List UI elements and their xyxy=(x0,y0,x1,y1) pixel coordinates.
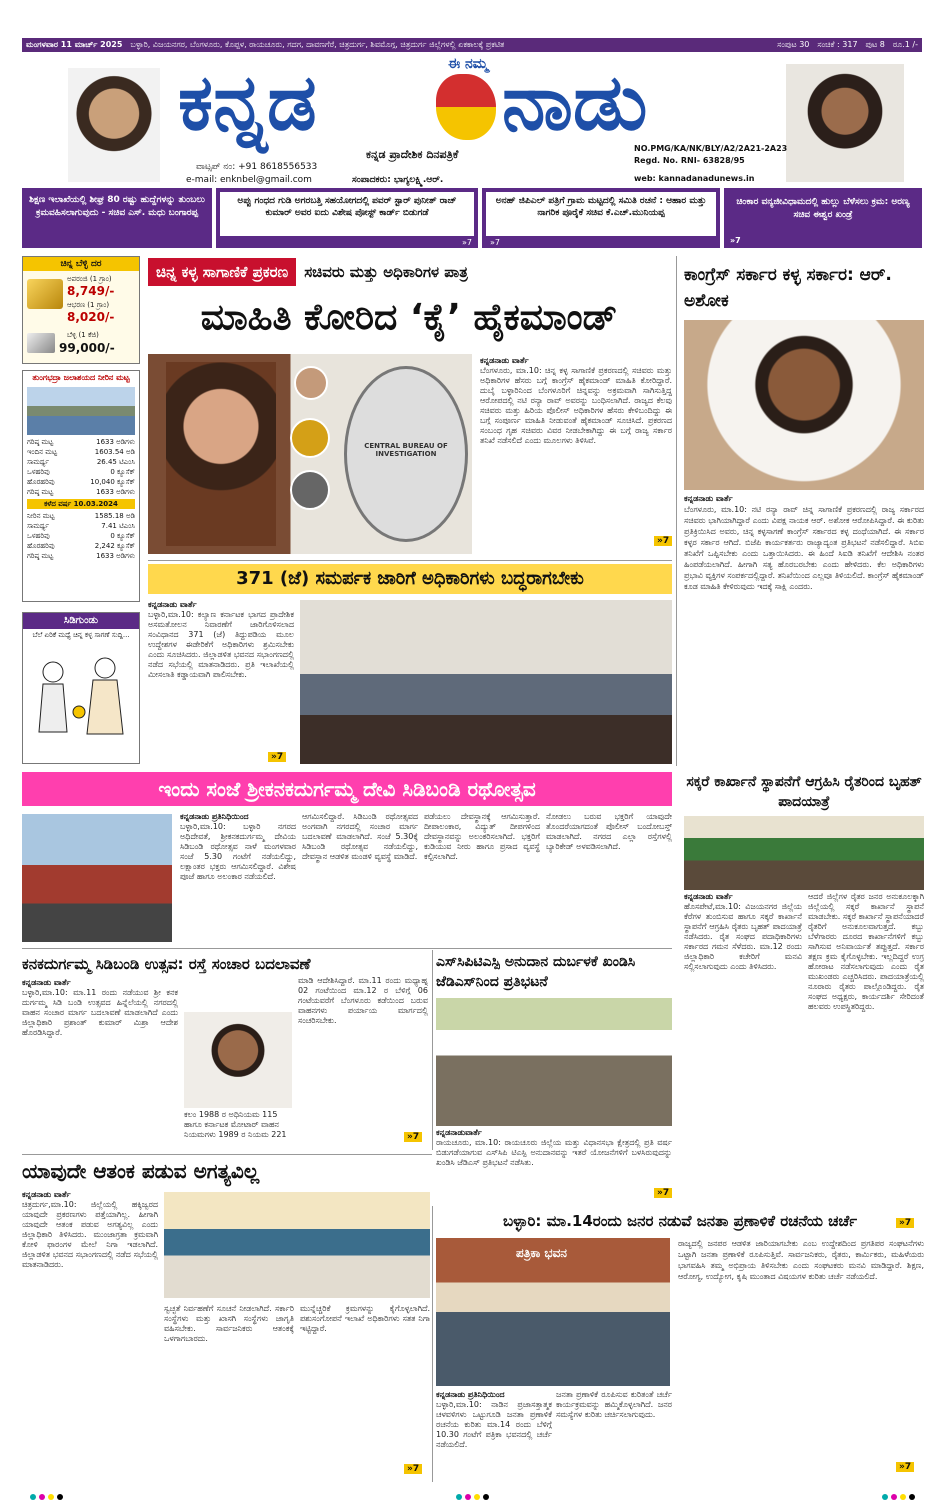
temple-photo xyxy=(22,814,172,942)
teaser-1[interactable] xyxy=(216,188,478,248)
no-worry-more[interactable]: »7 xyxy=(404,1464,422,1474)
teaser-3[interactable] xyxy=(724,188,922,248)
teaser-2-text: ಅನಹ್ ಜಿಪಿಎಲ್ ಪತ್ರಿಗೆ ಗ್ರಾಮ ಮಟ್ಟದಲ್ಲಿ ಸಮಿತಿ ರಚನೆ : ಆಹಾರ ಮತ್ತು ನಾಗರಿಕ ಪೂರೈಕೆ ಸಚಿವ ಕೆ.ಎಚ್.ಮುನಿಯಪ್ಪ xyxy=(486,192,716,236)
ashoka-article xyxy=(684,494,924,764)
protest-body: ರಾಯಚೂರು, ಮಾ.10: ರಾಯಚೂರು ಜಿಲ್ಲೆಯ ಮತ್ತು ವಿಧಾನಸಭಾ ಕ್ಷೇತ್ರದಲ್ಲಿ ಪ್ರತಿ ವರ್ಷ ಬಿಡುಗಡೆಯಾಗುವ ಎಸ್‌ಸಿಪಿ ಟಿಎಸ್ಪಿ ಅನುದಾನವನ್ನು ಇತರೆ ಯೋಜನೆಗಳಿಗೆ ಬಳಸಿರುವುದನ್ನು ಖಂಡಿಸಿ ಜೆಡಿಎಸ್ ಪ್ರತಿಭಟನೆ ನಡೆಸಿತು. xyxy=(436,1138,672,1167)
teaser-1-more: »7 xyxy=(462,238,472,247)
rathotsava-col2: ಆಗಮಿಸಲಿದ್ದಾರೆ. ಸಿಡಿಬಂಡಿ ರಥೋತ್ಸವದ ಅಂಗವಾಗಿ ನಗರದಲ್ಲಿ ಸಂಚಾರ ಮಾರ್ಗ ಬದಲಾವಣೆ ಮಾಡಲಾಗಿದೆ. ಸಂಜೆ 5.30ಕ್ಕೆ ಸಿಡಿಬಂಡಿ ರಥೋತ್ಸವ ನಡೆಯಲಿದ್ದು, ದೇವಸ್ಥಾನ ಆಡಳಿತ ಮಂಡಳಿ ವ್ಯವಸ್ಥೆ ಮಾಡಿದೆ. xyxy=(302,812,418,861)
art371-headline: 371 (ಜೆ) ಸಮರ್ಪಕ ಜಾರಿಗೆ ಅಧಿಕಾರಿಗಳು ಬದ್ಧರಾಗಬೇಕು xyxy=(148,564,672,594)
teaser-2-more: »7 xyxy=(490,238,500,247)
gold-rate-box xyxy=(22,256,140,364)
price: ರೂ.1 /- xyxy=(892,40,918,49)
traffic-photo xyxy=(184,1012,292,1108)
silver-label: ಬೆಳ್ಳಿ (1 ಕೆಜಿ) xyxy=(67,331,99,339)
traffic-body: ಬಳ್ಳಾರಿ,ಮಾ.10: ಮಾ.11 ರಂದು ನಡೆಯುವ ಶ್ರೀ ಕನಕ ದುರ್ಗಮ್ಮ ಸಿಡಿ ಬಂಡಿ ಉತ್ಸವದ ಹಿನ್ನೆಲೆಯಲ್ಲಿ ನಗರದಲ್ಲಿ ವಾಹನ ಸಂಚಾರ ಮಾರ್ಗ ಬದಲಾವಣೆ ಮಾಡಲಾಗಿದೆ ಎಂದು ಜಿಲ್ಲಾಧಿಕಾರಿ ಪ್ರಶಾಂತ್ ಕುಮಾರ್ ಮಿಶ್ರಾ ಆದೇಶ ಹೊರಡಿಸಿದ್ದಾರೆ. xyxy=(22,988,178,1037)
gold-22-label: ಆಭರಣ (1 ಗ್ರಾಂ) xyxy=(67,301,110,309)
janata-headline: ಬಳ್ಳಾರಿ: ಮಾ.14ರಂದು ಜನರ ನಡುವೆ ಜನತಾ ಪ್ರಣಾಳಿಕೆ ರಚನೆಯ ಚರ್ಚೆ xyxy=(502,1212,858,1230)
inset-portrait xyxy=(294,366,328,400)
teaser-3-text: ಚಿಂಕಾರ ವನ್ಯಜೀವಿಧಾಮದಲ್ಲಿ ಹುಲ್ಲು ಬೆಳೆಸಲು ಕ್ರಮ: ಅರಣ್ಯ ಸಚಿವ ಈಶ್ವರ ಖಂಡ್ರೆ xyxy=(736,197,910,220)
teaser-0[interactable] xyxy=(22,188,212,248)
handcuffs-inset xyxy=(290,470,330,510)
ashoka-photo xyxy=(684,320,924,490)
janata-body: ಬಳ್ಳಾರಿ,ಮಾ.10: ನಾಡಿನ ಪ್ರಜಾಸತ್ತಾತ್ಮಕ ಚಳವಳಿಗಳು ಒಟ್ಟುಗೂಡಿ ಜನತಾ ಪ್ರಣಾಳಿಕೆ ರಚನೆಯ ಕುರಿತು ಮಾ.14 ರಂದು ಬೆಳಿಗ್ಗೆ 10.30 ಗಂಟೆಗೆ ಪತ್ರಿಕಾ ಭವನದಲ್ಲಿ ಚರ್ಚೆ ನಡೆಯಲಿದೆ. xyxy=(436,1400,552,1449)
cartoon-drawing xyxy=(23,642,139,746)
ashoka-body: ಬೆಂಗಳೂರು, ಮಾ.10: ನಟಿ ರನ್ಯಾ ರಾವ್ ಚಿನ್ನ ಸಾಗಾಣಿಕೆ ಪ್ರಕರಣದಲ್ಲಿ ರಾಜ್ಯ ಸರ್ಕಾರದ ಸಚಿವರು ಭಾಗಿಯಾಗಿದ್ದಾರೆ ಎಂದು ವಿಪಕ್ಷ ನಾಯಕ ಆರ್. ಅಶೋಕ ಆರೋಪಿಸಿದ್ದಾರೆ. ಈ ಕುರಿತು ಪ್ರತಿಕ್ರಿಯಿಸಿದ ಅವರು, ಚಿನ್ನ ಕಳ್ಳಸಾಗಣೆ ಕಾಂಗ್ರೆಸ್ ಸರ್ಕಾರದ ಕಳ್ಳ ದಂಧೆಯಾಗಿದೆ. ಈ ಸರ್ಕಾರ ಕಳ್ಳರ ಸರ್ಕಾರ ಆಗಿದೆ. ಬಿಜೆಪಿ ಕಾರ್ಯಕರ್ತರು ರಾಜ್ಯಾದ್ಯಂತ ಪ್ರತಿಭಟನೆ ನಡೆಸಲಿದ್ದಾರೆ. ಸಿಬಿಐ ತನಿಖೆಗೆ ಒಪ್ಪಿಸಬೇಕು ಎಂದು ಒತ್ತಾಯಿಸಿದರು. ಈ ಹಿಂದೆ ಸಿಐಡಿ ತನಿಖೆಗೆ ಆದೇಶಿಸಿ ನಂತರ ಹಿಂಪಡೆಯಲಾಗಿದೆ. ಹೀಗಾಗಿ ಸತ್ಯ ಹೊರಬರಬೇಕು ಎಂದು ಹೇಳಿದರು. ಕೆಲ ಅಧಿಕಾರಿಗಳು ಪ್ರಭಾವಿ ವ್ಯಕ್ತಿಗಳ ಸಂಪರ್ಕದಲ್ಲಿದ್ದಾರೆ. ತನಿಖೆಯಿಂದ ಎಲ್ಲವೂ ತಿಳಿಯಲಿದೆ. ಕಾಂಗ್ರೆಸ್ ಹೈಕಮಾಂಡ್ ಕೂಡ ಮಾಹಿತಿ ಕೇಳಿರುವುದು ಇದಕ್ಕೆ ಸಾಕ್ಷಿ ಎಂದರು. xyxy=(684,505,924,591)
protest-article xyxy=(436,1128,672,1202)
traffic-headline: ಕನಕದುರ್ಗಮ್ಮ ಸಿಡಿಬಂಡಿ ಉತ್ಸವ: ರಸ್ತೆ ಸಂಚಾರ ಬದಲಾವಣೆ xyxy=(22,955,311,973)
protest-byline: ಕನ್ನಡನಾಡುವಾರ್ತೆ xyxy=(436,1128,482,1137)
dam-row: ಒಳಹರಿವು 0 ಕ್ಯೂಸೆಕ್ xyxy=(27,532,135,540)
dam-last-year: ಕಳೆದ ವರ್ಷ 10.03.2024 xyxy=(27,499,135,509)
art371-byline: ಕನ್ನಡನಾಡು ವಾರ್ತೆ xyxy=(148,600,197,609)
dam-photo xyxy=(27,387,135,435)
traffic-caption: ಕಲಂ 1988 ರ ಅಧಿನಿಯಮ 115 ಹಾಗೂ ಕರ್ನಾಟಕ ಮೋಟಾರ್ ವಾಹನ ನಿಯಮಗಳು 1989 ರ ನಿಯಮ 221 xyxy=(184,1110,287,1139)
edition-cities: ಬಳ್ಳಾರಿ, ವಿಜಯನಗರ, ಬೆಂಗಳೂರು, ಕೊಪ್ಪಳ, ರಾಯಚೂರು, ಗದಗ, ದಾವಣಗೆರೆ, ಚಿತ್ರದುರ್ಗ, ಶಿವಮೊಗ್ಗ, ಚಿತ್ರದುರ್ಗ ಜಿಲ್ಲೆಗಳಲ್ಲಿ ಏಕಕಾಲಕ್ಕೆ ಪ್ರಕಟಿತ xyxy=(130,40,505,49)
cbi-emblem-text: CENTRAL BUREAU OF INVESTIGATION xyxy=(364,442,448,458)
masthead-title-left: ಕನ್ನಡ xyxy=(178,58,317,148)
ashoka-byline: ಕನ್ನಡನಾಡು ವಾರ್ತೆ xyxy=(684,494,733,503)
protest-more[interactable]: »7 xyxy=(654,1188,672,1198)
issue-date: ಮಂಗಳವಾರ 11 ಮಾರ್ಚ್ 2025 xyxy=(26,40,123,49)
dam-title: ತುಂಗಭದ್ರಾ ಜಲಾಶಯದ ನೀರಿನ ಮಟ್ಟ xyxy=(32,373,130,382)
traffic-byline: ಕನ್ನಡನಾಡು ವಾರ್ತೆ xyxy=(22,978,71,987)
dam-row: ಗರಿಷ್ಠ ಮಟ್ಟ 1633 ಅಡಿಗಳು xyxy=(27,438,135,446)
rathotsava-col3: ಪಡೆಯಲು ದೇವಸ್ಥಾನಕ್ಕೆ ಆಗಮಿಸುತ್ತಾರೆ. ದೀಪಾಲಂಕಾರ, ವಿದ್ಯುತ್ ದೀಪಗಳಿಂದ ದೇವಸ್ಥಾನವನ್ನು ಅಲಂಕರಿಸಲಾಗಿದೆ. ಭಕ್ತರಿಗೆ ಕುಡಿಯುವ ನೀರು ಹಾಗೂ ಪ್ರಸಾದ ವ್ಯವಸ್ಥೆ ಕಲ್ಪಿಸಲಾಗಿದೆ. xyxy=(424,812,540,861)
masthead-tagline: ಈ ನಮ್ಮ xyxy=(448,56,489,72)
ashoka-headline: ಕಾಂಗ್ರೆಸ್ ಸರ್ಕಾರ ಕಳ್ಳ ಸರ್ಕಾರ: ಆರ್. ಅಶೋಕ xyxy=(684,265,892,311)
right-portrait xyxy=(786,64,904,182)
no-worry-body2: ಸ್ವಚ್ಛತೆ ನಿರ್ವಹಣೆಗೆ ಸೂಚನೆ ನೀಡಲಾಗಿದೆ. ಸರ್ಕಾರಿ ಸಂಸ್ಥೆಗಳು ಮತ್ತು ಖಾಸಗಿ ಸಂಸ್ಥೆಗಳು ಜಾಗೃತಿ ವಹಿಸಬೇಕು. ಸಾರ್ವಜನಿಕರು ಆತಂಕಕ್ಕೆ ಒಳಗಾಗಬಾರದು. xyxy=(164,1304,294,1343)
masthead-editor: ಸಂಪಾದಕರು: ಭಾಗ್ಯಲಕ್ಷ್ಮಿ.ಆರ್. xyxy=(352,175,444,185)
karnataka-map-emblem xyxy=(436,74,496,140)
teaser-2[interactable] xyxy=(482,188,720,248)
art371-more[interactable]: »7 xyxy=(268,752,286,762)
no-worry-headline: ಯಾವುದೇ ಆತಂಕ ಪಡುವ ಅಗತ್ಯವಿಲ್ಲ xyxy=(22,1159,260,1183)
cartoon-box xyxy=(22,612,140,764)
no-worry-article xyxy=(22,1190,158,1480)
no-worry-body: ಚಿತ್ರದುರ್ಗ,ಮಾ.10: ಜಿಲ್ಲೆಯಲ್ಲಿ ಹಕ್ಕಿಜ್ವರದ ಯಾವುದೇ ಪ್ರಕರಣಗಳು ಪತ್ತೆಯಾಗಿಲ್ಲ. ಹೀಗಾಗಿ ಯಾವುದೇ ಆತಂಕ ಪಡುವ ಅಗತ್ಯವಿಲ್ಲ ಎಂದು ಜಿಲ್ಲಾಧಿಕಾರಿ ತಿಳಿಸಿದರು. ಮುಂಜಾಗ್ರತಾ ಕ್ರಮವಾಗಿ ಕೋಳಿ ಫಾರಂಗಳ ಮೇಲೆ ನಿಗಾ ಇಡಲಾಗಿದೆ. ಜಿಲ್ಲಾಡಳಿತ ಭವನದ ಸಭಾಂಗಣದಲ್ಲಿ ನಡೆದ ಸಭೆಯಲ್ಲಿ ಮಾತನಾಡಿದರು. xyxy=(22,1200,158,1269)
padayatra-headline: ಸಕ್ಕರೆ ಕಾರ್ಖಾನೆ ಸ್ಥಾಪನೆಗೆ ಆಗ್ರಹಿಸಿ ರೈತರಿಂದ ಬೃಹತ್ ಪಾದಯಾತ್ರೆ xyxy=(686,774,922,810)
masthead-web: web: kannadanadunews.in xyxy=(634,174,755,183)
dam-row: ಹೊರಹರಿವು 2,242 ಕ್ಯೂಸೆಕ್ xyxy=(27,542,135,550)
masthead-whatsapp: ವಾಟ್ಸಪ್ ನಂ: +91 8618556533 xyxy=(196,162,318,172)
janata-byline: ಕನ್ನಡನಾಡು ಪ್ರತಿನಿಧಿಯಿಂದ xyxy=(436,1390,505,1399)
masthead-subtitle: ಕನ್ನಡ ಪ್ರಾದೇಶಿಕ ದಿನಪತ್ರಿಕೆ xyxy=(366,148,459,161)
janata-body2: ಜನತಾ ಪ್ರಣಾಳಿಕೆ ರೂಪಿಸುವ ಕುರಿತಂತೆ ಚರ್ಚೆ ಕಾರ್ಯಕ್ರಮವನ್ನು ಹಮ್ಮಿಕೊಳ್ಳಲಾಗಿದೆ. ಜನರ ಸಮಸ್ಯೆಗಳ ಕುರಿತು ಚರ್ಚಿಸಲಾಗುವುದು. xyxy=(556,1390,672,1419)
lead-kicker xyxy=(148,258,670,286)
rathotsava-byline: ಕನ್ನಡನಾಡು ಪ್ರತಿನಿಧಿಯಿಂದ xyxy=(180,812,249,821)
art371-photo xyxy=(300,600,672,764)
dam-row: ಗರಿಷ್ಠ ಮಟ್ಟ 1633 ಅಡಿಗಳು xyxy=(27,488,135,496)
lead-headline: ಮಾಹಿತಿ ಕೋರಿದ ‘ಕೈ’ ಹೈಕಮಾಂಡ್ xyxy=(200,297,618,338)
dam-table xyxy=(23,437,139,561)
protest-headline: ಎಸ್‌ಸಿಪಿಟಿಎಸ್ಪಿ ಅನುದಾನ ದುರ್ಬಳಕೆ ಖಂಡಿಸಿ ಜೆಡಿಎಸ್‌ನಿಂದ ಪ್ರತಿಭಟನೆ xyxy=(436,954,636,990)
left-portrait xyxy=(68,68,160,182)
lead-body: ಬೆಂಗಳೂರು, ಮಾ.10: ಚಿನ್ನ ಕಳ್ಳ ಸಾಗಾಣಿಕೆ ಪ್ರಕರಣದಲ್ಲಿ ಸಚಿವರು ಮತ್ತು ಅಧಿಕಾರಿಗಳ ಹೆಸರು ಬಗ್ಗೆ ಕಾಂಗ್ರೆಸ್ ಹೈಕಮಾಂಡ್ ಮಾಹಿತಿ ಕೋರಿದ್ದಾರೆ. ದುಬೈ ಬಳ್ಳಾರಿನಿಂದ ಬೆಂಗಳೂರಿಗೆ ಚಿನ್ನವನ್ನು ಅಕ್ರಮವಾಗಿ ಸಾಗಿಸುತ್ತಿದ್ದ ಆರೋಪದಲ್ಲಿ ನಟಿ ರನ್ಯಾ ರಾವ್ ಅವರನ್ನು ಬಂಧಿಸಲಾಗಿದೆ. ರಾಜ್ಯದ ಕೆಲವು ಸಚಿವರು ಮತ್ತು ಹಿರಿಯ ಪೊಲೀಸ್ ಅಧಿಕಾರಿಗಳ ಹೆಸರು ಕೇಳಿಬಂದಿದ್ದು ಈ ಬಗ್ಗೆ ಸಂಪೂರ್ಣ ಮಾಹಿತಿ ನೀಡುವಂತೆ ಹೈಕಮಾಂಡ್ ಸೂಚಿಸಿದೆ. ಪ್ರಕರಣದ ಸಂಬಂಧ ಗೃಹ ಸಚಿವರು ವಿವರ ನೀಡಬೇಕಾಗಿದ್ದು ಈ ಬಗ್ಗೆ ರಾಜ್ಯ ಸರ್ಕಾರ ತನಿಖೆ ನಡೆಸಲಿದೆ ಎಂದು ಮೂಲಗಳು ತಿಳಿಸಿವೆ. xyxy=(480,366,672,445)
padayatra-article xyxy=(684,892,802,1230)
top-bar xyxy=(22,38,922,52)
teaser-3-more: »7 xyxy=(730,236,741,245)
cartoon-caption: ಬೆಲೆ ಏರಿಕೆ ಮಧ್ಯೆ ಚಿನ್ನ ಕಳ್ಳ ಸಾಗಣೆ ಸುದ್ದಿ... xyxy=(32,631,130,639)
traffic-more[interactable]: »7 xyxy=(404,1132,422,1142)
page-count: ಪುಟ 8 xyxy=(865,40,885,49)
actress-portrait xyxy=(166,362,276,546)
dam-row: ನೀರಿನ ಮಟ್ಟ 1585.18 ಅಡಿ xyxy=(27,512,135,520)
protest-photo xyxy=(436,998,672,1126)
janata-right: ರಾಜ್ಯದಲ್ಲಿ ಜನಪರ ಆಡಳಿತ ಜಾರಿಯಾಗಬೇಕು ಎಂಬ ಉದ್ದೇಶದಿಂದ ಪ್ರಗತಿಪರ ಸಂಘಟನೆಗಳು ಒಟ್ಟಾಗಿ ಜನತಾ ಪ್ರಣಾಳಿಕೆ ರೂಪಿಸುತ್ತಿವೆ. ಸಾರ್ವಜನಿಕರು, ರೈತರು, ಕಾರ್ಮಿಕರು, ಮಹಿಳೆಯರು ಭಾಗವಹಿಸಿ ತಮ್ಮ ಅಭಿಪ್ರಾಯ ತಿಳಿಸಬೇಕು ಎಂದು ಸಂಘಟಕರು ಮನವಿ ಮಾಡಿದ್ದಾರೆ. ಶಿಕ್ಷಣ, ಆರೋಗ್ಯ, ಉದ್ಯೋಗ, ಕೃಷಿ ಮುಂತಾದ ವಿಷಯಗಳ ಕುರಿತು ಚರ್ಚೆ ನಡೆಯಲಿದೆ. xyxy=(678,1239,924,1281)
janata-article xyxy=(436,1390,552,1480)
gold-24-value: 8,749/- xyxy=(67,284,115,298)
padayatra-body-cont: ಆದರೆ ಜಿಲ್ಲೆಗಳ ರೈತರ ಜನರ ಅನುಕೂಲಕ್ಕಾಗಿ ಜಿಲ್ಲೆಯಲ್ಲಿ ಸಕ್ಕರೆ ಕಾರ್ಖಾನೆ ಸ್ಥಾಪನೆ ಮಾಡಬೇಕು. ಸಕ್ಕರೆ ಕಾರ್ಖಾನೆ ಸ್ಥಾಪನೆಯಾದರೆ ರೈತರಿಗೆ ಅನುಕೂಲವಾಗುತ್ತದೆ. ಕಬ್ಬು ಬೆಳೆಗಾರರು ದೂರದ ಕಾರ್ಖಾನೆಗಳಿಗೆ ಕಬ್ಬು ಸಾಗಿಸುವ ಅನಿವಾರ್ಯತೆ ತಪ್ಪುತ್ತದೆ. ಸರ್ಕಾರ ತಕ್ಷಣ ಕ್ರಮ ಕೈಗೊಳ್ಳಬೇಕು. ಇಲ್ಲದಿದ್ದರೆ ಉಗ್ರ ಹೋರಾಟ ನಡೆಸಲಾಗುವುದು ಎಂದು ರೈತ ಮುಖಂಡರು ಎಚ್ಚರಿಸಿದರು. ಪಾದಯಾತ್ರೆಯಲ್ಲಿ ನೂರಾರು ರೈತರು ಪಾಲ್ಗೊಂಡಿದ್ದರು. ರೈತ ಸಂಘದ ಅಧ್ಯಕ್ಷರು, ಕಾರ್ಯದರ್ಶಿ ಸೇರಿದಂತೆ ಹಲವರು ಉಪಸ್ಥಿತರಿದ್ದರು. xyxy=(808,892,924,1011)
art371-article xyxy=(148,600,294,764)
traffic-article xyxy=(22,978,178,1148)
lead-kicker-label: ಚಿನ್ನ ಕಳ್ಳ ಸಾಗಾಣಿಕೆ ಪ್ರಕರಣ xyxy=(148,258,296,286)
dam-row: ಸಾಮರ್ಥ್ಯ 26.45 ಟಿಎಂಸಿ xyxy=(27,458,135,466)
gold-24-label: ಅಪರಂಜಿ (1 ಗ್ರಾಂ) xyxy=(67,275,112,283)
padayatra-photo xyxy=(684,816,924,890)
lead-more[interactable]: »7 xyxy=(654,536,672,546)
lead-byline: ಕನ್ನಡನಾಡು ವಾರ್ತೆ xyxy=(480,356,529,365)
gold-22-value: 8,020/- xyxy=(67,310,115,324)
teaser-1-text: ಅಪ್ಪು ಗಂಧದ ಗುಡಿ ಅಗರಬತ್ತಿ ಸಹಯೋಗದಲ್ಲಿ ಪವರ್ ಸ್ಟಾರ್ ಪುನೀತ್ ರಾಜ್ ಕುಮಾರ್ ಅವರ ಐದು ವಿಶೇಷ ಪೋಸ್ಟ್ ಕಾರ್ಡ್ ಬಿಡುಗಡೆ xyxy=(220,192,474,236)
silver-value: 99,000/- xyxy=(59,341,115,355)
teaser-0-text: ಶಿಕ್ಷಣ ಇಲಾಖೆಯಲ್ಲಿ ಶೀಘ್ರ 80 ರಷ್ಟು ಹುದ್ದೆಗಳನ್ನು ತುಂಬಲು ಕ್ರಮವಹಿಸಲಾಗುವುದು - ಸಚಿವ ಎಸ್. ಮಧು ಬಂಗಾರಪ್ಪ xyxy=(29,195,205,218)
masthead-title-right: ನಾಡು xyxy=(502,58,648,148)
silver-icon xyxy=(27,333,55,353)
janata-photo xyxy=(436,1238,670,1386)
dam-row: ಹೊರಹರಿವು 10,040 ಕ್ಯೂಸೆಕ್ xyxy=(27,478,135,486)
gold-bars-inset xyxy=(290,418,330,458)
dam-row: ಇಂದಿನ ಮಟ್ಟ 1603.54 ಅಡಿ xyxy=(27,448,135,456)
no-worry-body3: ಮುನ್ನೆಚ್ಚರಿಕೆ ಕ್ರಮಗಳನ್ನು ಕೈಗೊಳ್ಳಲಾಗಿದೆ. ಪಶುಸಂಗೋಪನೆ ಇಲಾಖೆ ಅಧಿಕಾರಿಗಳು ಸತತ ನಿಗಾ ಇಟ್ಟಿದ್ದಾರೆ. xyxy=(300,1304,430,1333)
rathotsava-col1: ಬಳ್ಳಾರಿ,ಮಾ.10: ಬಳ್ಳಾರಿ ನಗರದ ಅಧಿದೇವತೆ, ಶ್ರೀಕನಕದುರ್ಗಮ್ಮ ದೇವಿಯ ಸಿಡಿಬಂಡಿ ರಥೋತ್ಸವ ನಾಳೆ ಮಂಗಳವಾರ ಸಂಜೆ 5.30 ಗಂಟೆಗೆ ನಡೆಯಲಿದ್ದು, ಲಕ್ಷಾಂತರ ಭಕ್ತರು ಆಗಮಿಸಲಿದ್ದಾರೆ. ವಿಶೇಷ ಪೂಜೆ ಹಾಗೂ ಅಲಂಕಾರ ನಡೆಯಲಿದೆ. xyxy=(180,822,296,881)
lead-article xyxy=(480,356,672,554)
dam-level-box xyxy=(22,370,140,602)
padayatra-more[interactable]: »7 xyxy=(896,1218,914,1228)
janata-more[interactable]: »7 xyxy=(896,1462,914,1472)
rathotsava-col4: ನೋಡಲು ಬರುವ ಭಕ್ತರಿಗೆ ಯಾವುದೇ ತೊಂದರೆಯಾಗದಂತೆ ಪೊಲೀಸ್ ಬಂದೋಬಸ್ತ್ ಮಾಡಲಾಗಿದೆ. ನಗರದ ಎಲ್ಲಾ ರಸ್ತೆಗಳಲ್ಲಿ ಬ್ಯಾರಿಕೇಡ್ ಅಳವಡಿಸಲಾಗಿದೆ. xyxy=(546,812,672,851)
no-worry-photo xyxy=(164,1192,430,1298)
art371-body: ಬಳ್ಳಾರಿ,ಮಾ.10: ಕಲ್ಯಾಣ ಕರ್ನಾಟಕ ಭಾಗದ ಪ್ರಾದೇಶಿಕ ಅಸಮತೋಲನ ನಿವಾರಣೆಗೆ ಜಾರಿಗೊಳಿಸಲಾದ ಸಂವಿಧಾನದ 371 (ಜೆ) ತಿದ್ದುಪಡಿಯ ಮೂಲ ಉದ್ದೇಶಗಳ ಈಡೇರಿಕೆಗೆ ಅಧಿಕಾರಿಗಳು ಶ್ರಮಿಸಬೇಕು ಎಂದು ಸೂಚಿಸಿದರು. ಜಿಲ್ಲಾಡಳಿತ ಭವನದ ಸಭಾಂಗಣದಲ್ಲಿ ನಡೆದ ಸಭೆಯಲ್ಲಿ ಮಾತನಾಡಿದರು. ಪ್ರತಿ ಇಲಾಖೆಯಲ್ಲಿ ಮೀಸಲಾತಿ ಕಡ್ಡಾಯವಾಗಿ ಪಾಲಿಸಬೇಕು. xyxy=(148,610,294,679)
masthead-reg2: Regd. No. RNI- 63828/95 xyxy=(634,156,745,165)
gold-rate-title: ಚಿನ್ನ ಬೆಳ್ಳಿ ದರ xyxy=(23,257,139,271)
no-worry-byline: ಕನ್ನಡನಾಡು ವಾರ್ತೆ xyxy=(22,1190,71,1199)
gold-bar-icon xyxy=(27,279,63,309)
issue-number: ಸಂಚಿಕೆ : 317 xyxy=(817,40,858,49)
lead-kicker-text: ಸಚಿವರು ಮತ್ತು ಅಧಿಕಾರಿಗಳ ಪಾತ್ರ xyxy=(304,263,468,281)
janata-sign: ಪತ್ರಿಕಾ ಭವನ xyxy=(516,1246,567,1260)
masthead-reg1: NO.PMG/KA/NK/BLY/A2/2A21-2A23 xyxy=(634,144,788,153)
dam-row: ಸಾಮರ್ಥ್ಯ 7.41 ಟಿಎಂಸಿ xyxy=(27,522,135,530)
padayatra-body: ಹೊಸಪೇಟೆ,ಮಾ.10: ವಿಜಯನಗರ ಜಿಲ್ಲೆಯ ಕೆರೆಗಳ ತುಂಬಿಸುವ ಹಾಗೂ ಸಕ್ಕರೆ ಕಾರ್ಖಾನೆ ಸ್ಥಾಪನೆಗೆ ಆಗ್ರಹಿಸಿ ರೈತರು ಬೃಹತ್ ಪಾದಯಾತ್ರೆ ನಡೆಸಿದರು. ರೈತ ಸಂಘದ ಪದಾಧಿಕಾರಿಗಳು ಸರ್ಕಾರದ ಗಮನ ಸೆಳೆದರು. ಮಾ.12 ರಂದು ಜಿಲ್ಲಾಧಿಕಾರಿ ಕಚೇರಿಗೆ ಮನವಿ ಸಲ್ಲಿಸಲಾಗುವುದು ಎಂದು ತಿಳಿಸಿದರು. xyxy=(684,902,802,971)
traffic-body2: ಮಾಡಿ ಆದೇಶಿಸಿದ್ದಾರೆ. ಮಾ.11 ರಂದು ಮಧ್ಯಾಹ್ನ 02 ಗಂಟೆಯಿಂದ ಮಾ.12 ರ ಬೆಳಿಗ್ಗೆ 06 ಗಂಟೆಯವರೆಗೆ ಬೆಂಗಳೂರು ಕಡೆಯಿಂದ ಬರುವ ವಾಹನಗಳು ಪರ್ಯಾಯ ಮಾರ್ಗದಲ್ಲಿ ಸಂಚರಿಸಬೇಕು. xyxy=(298,976,428,1025)
lead-photo xyxy=(148,354,472,554)
dam-row: ಒಳಹರಿವು 0 ಕ್ಯೂಸೆಕ್ xyxy=(27,468,135,476)
cartoon-title: ಸಿಡಿಗುಂಡು xyxy=(23,613,139,629)
rathotsava-headline: ಇಂದು ಸಂಜೆ ಶ್ರೀಕನಕದುರ್ಗಮ್ಮ ದೇವಿ ಸಿಡಿಬಂಡಿ ರಥೋತ್ಸವ xyxy=(22,772,672,806)
volume: ಸಂಪುಟ 30 xyxy=(777,40,810,49)
padayatra-byline: ಕನ್ನಡನಾಡು ವಾರ್ತೆ xyxy=(684,892,733,901)
color-registration-marks xyxy=(30,1494,915,1502)
masthead-email: e-mail: enknbel@gmail.com xyxy=(186,175,312,185)
dam-row: ಗರಿಷ್ಠ ಮಟ್ಟ 1633 ಅಡಿಗಳು xyxy=(27,552,135,560)
